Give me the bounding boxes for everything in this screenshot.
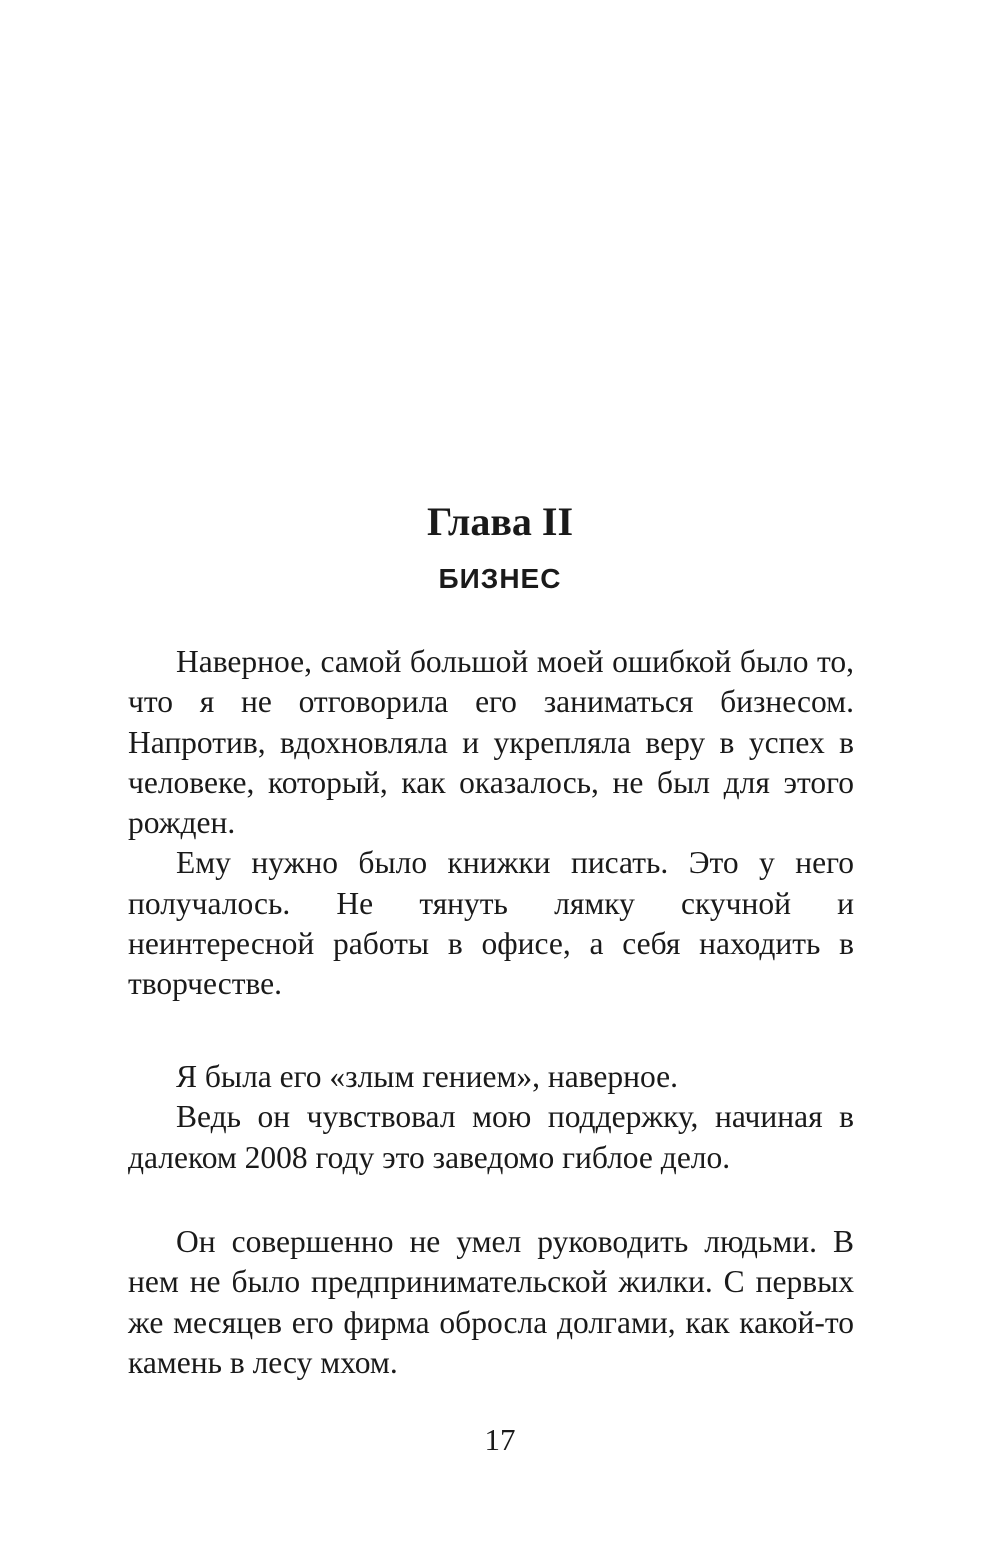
paragraph: Я была его «злым гением», наверное.: [176, 1059, 679, 1094]
paragraph: Он совершенно не умел руководить людьми. В нем не было предпринимательской жилки. С первых же месяцев его фирма обросла долгами, как какой-то камень в лесу мхом.: [128, 1224, 854, 1380]
paragraph: Наверное, самой большой моей ошибкой было то, что я не отговорила его заниматься бизнесом. Напротив, вдохновляла и укрепляла веру в успех в человеке, который, как оказалось, не был для этого рожден.: [128, 644, 854, 841]
chapter-title: Глава II: [426, 499, 574, 544]
page-number: 17: [484, 1422, 516, 1457]
text-section-1: [128, 642, 854, 1005]
text-section-2: [128, 1057, 854, 1178]
paragraph: Ведь он чувствовал мою поддержку, начиная в далеком 2008 году это заведомо гиблое дело.: [128, 1099, 854, 1175]
chapter-subtitle: БИЗНЕС: [438, 563, 562, 594]
text-section-3: [128, 1222, 854, 1383]
paragraph: Ему нужно было книжки писать. Это у него получалось. Не тянуть лямку скучной и неинтересной работы в офисе, а себя находить в творчестве.: [128, 845, 854, 1002]
